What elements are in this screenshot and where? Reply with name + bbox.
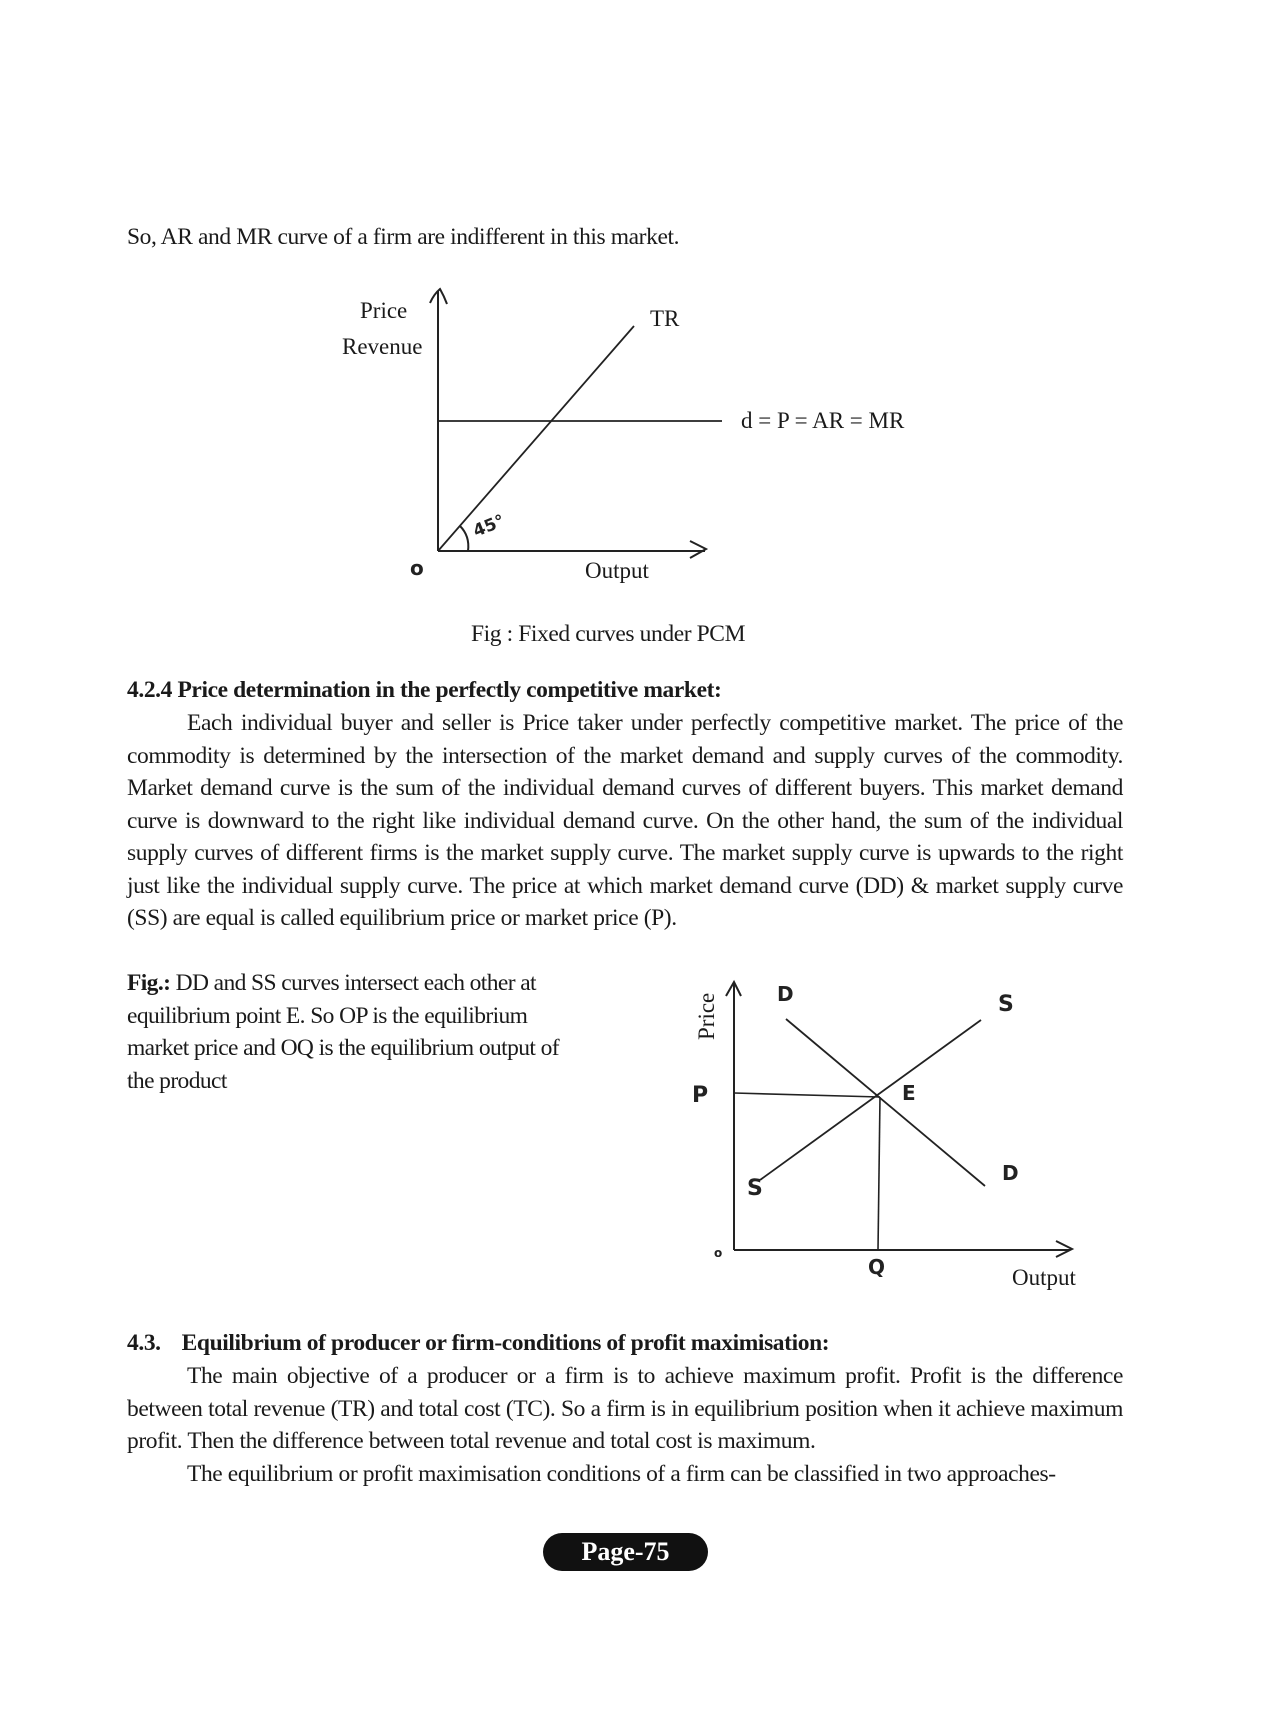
section-43-heading xyxy=(127,1330,829,1357)
ar-mr-label: d = P = AR = MR xyxy=(741,408,905,433)
angle-label: 45° xyxy=(470,511,508,542)
fig2-caption-bold: Fig.: xyxy=(127,970,171,996)
fig2-caption-text: DD and SS curves intersect each other at equilibrium point E. So OP is the equilibrium market price and OQ is the equilibrium output of the product xyxy=(127,970,559,1094)
d-bottom-label: D xyxy=(1002,1161,1019,1185)
price-line xyxy=(734,1093,880,1097)
fig1-y-label-revenue: Revenue xyxy=(342,334,423,359)
section-43-paragraph-1: The main objective of a producer or a firm is to achieve maximum profit. Profit is the difference between total revenue (TR) and total cost (TC). So a firm is in equilibrium position when it achieve maximum profit. Then the difference between total revenue and total cost is maximum. xyxy=(127,1363,1123,1454)
s-top-label: S xyxy=(998,992,1014,1017)
tr-label: TR xyxy=(650,306,680,331)
s-bottom-label: S xyxy=(747,1176,763,1201)
fig2-x-label: Output xyxy=(1012,1265,1076,1290)
section-424-heading: 4.2.4 Price determination in the perfectly competitive market: xyxy=(127,677,722,703)
fig2-origin-label: o xyxy=(714,1246,723,1260)
fig1-x-label: Output xyxy=(585,558,649,583)
page-number-badge: Page-75 xyxy=(543,1533,708,1571)
section-43-title: Equilibrium of producer or firm-conditions of profit maximisation: xyxy=(181,1330,830,1356)
supply-curve xyxy=(760,1020,981,1180)
fig2-y-label: Price xyxy=(694,992,719,1040)
quantity-line xyxy=(878,1097,880,1250)
fig1-caption: Fig : Fixed curves under PCM xyxy=(471,621,746,647)
section-424-paragraph: Each individual buyer and seller is Price taker under perfectly competitive market. The price of the commodity is determined by the intersection of the market demand and supply curves of the commodity. Market demand curve is the sum of the individual demand curves of different buyers. This market demand curve is downward to the right like individual demand curve. On the other hand, the sum of the individual supply curves of different firms is the market supply curve. The market supply curve is upwards to the right just like the individual supply curve. The price at which market demand curve (DD) & market supply curve (SS) are equal is called equilibrium price or market price (P). xyxy=(127,710,1123,931)
e-label: E xyxy=(902,1081,916,1105)
q-label: Q xyxy=(868,1255,886,1279)
p-label: P xyxy=(692,1083,709,1108)
demand-curve xyxy=(786,1019,985,1186)
intro-line: So, AR and MR curve of a firm are indifferent in this market. xyxy=(127,224,680,250)
d-top-label: D xyxy=(777,982,794,1006)
section-43-paragraph-2: The equilibrium or profit maximisation conditions of a firm can be classified in two approaches- xyxy=(187,1461,1056,1487)
fig1-origin-label: o xyxy=(410,556,424,580)
section-43-number: 4.3. xyxy=(127,1330,161,1356)
fig1-y-label-price: Price xyxy=(360,298,408,323)
